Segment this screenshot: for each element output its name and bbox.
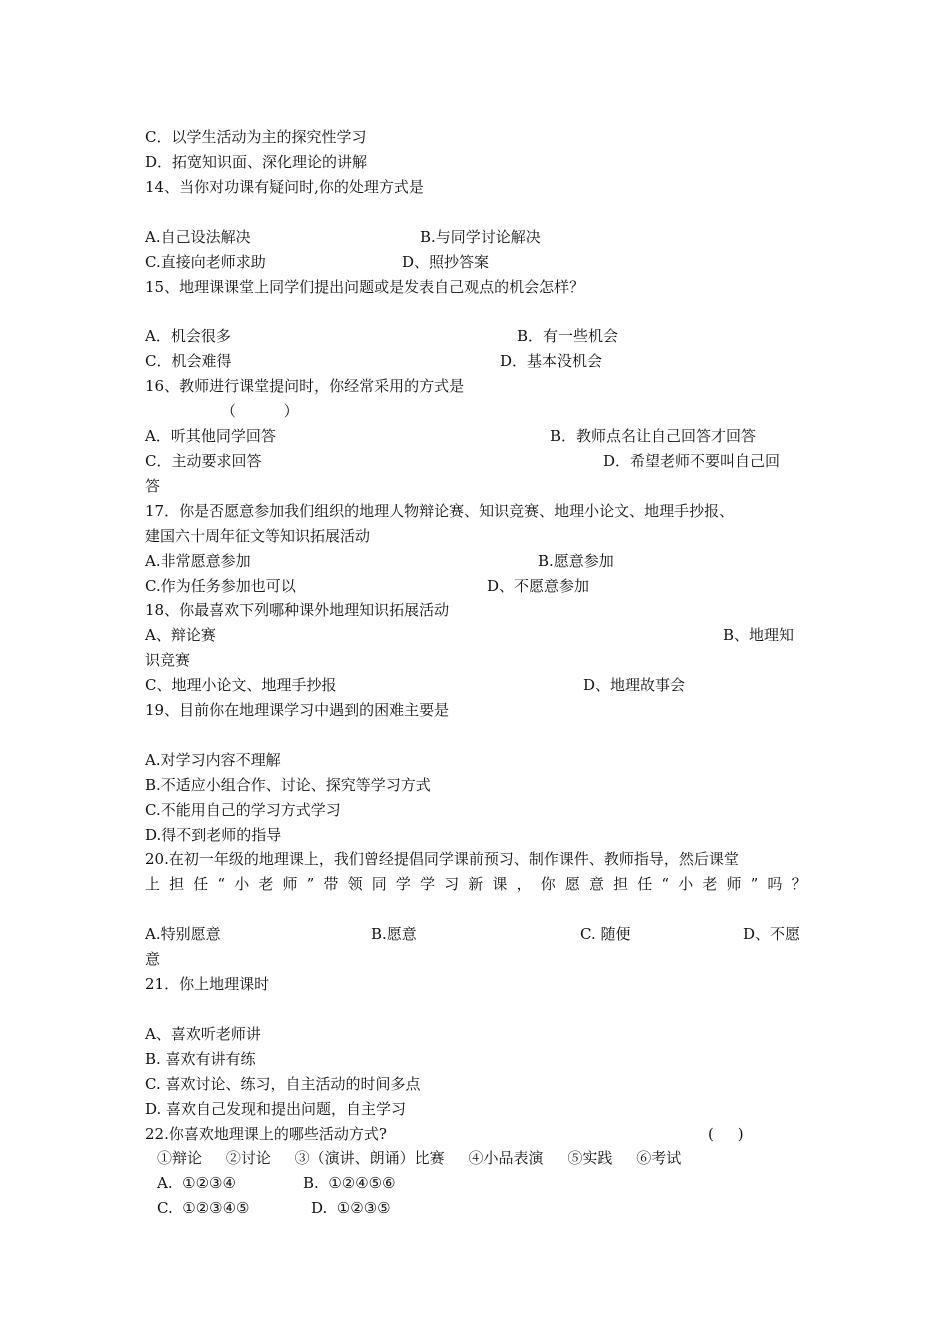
q17-option-a: A.非常愿意参加 bbox=[145, 552, 251, 570]
q20-char: 领 bbox=[347, 875, 363, 893]
q18-option-b: B、地理知 bbox=[723, 626, 795, 644]
q22-option-c: C. ①②③④⑤ bbox=[157, 1199, 250, 1217]
q20-char: “ bbox=[217, 875, 226, 893]
q20-option-b: B.愿意 bbox=[371, 925, 417, 943]
q16-option-d: D．希望老师不要叫自己回 bbox=[603, 452, 781, 470]
q21-option-d: D. 喜欢自己发现和提出问题，自主学习 bbox=[145, 1100, 407, 1118]
q16-option-b: B．教师点名让自己回答才回答 bbox=[550, 427, 757, 445]
question-17: 17．你是否愿意参加我们组织的地理人物辩论赛、知识竞赛、地理小论文、地理手抄报、 bbox=[145, 502, 735, 520]
q20-option-d: D、不愿 bbox=[743, 925, 801, 943]
question-15: 15、地理课课堂上同学们提出问题或是发表自己观点的机会怎样？ bbox=[145, 278, 585, 296]
q15-option-d: D．基本没机会 bbox=[500, 352, 603, 370]
q20-char: 意 bbox=[588, 875, 604, 893]
q20-char: 老 bbox=[258, 875, 274, 893]
q19-option-c: C.不能用自己的学习方式学习 bbox=[145, 801, 341, 819]
q20-char: 学 bbox=[395, 875, 411, 893]
q20-char: 课 bbox=[492, 875, 508, 893]
q20-option-d-continued: 意 bbox=[145, 950, 161, 968]
q20-char: 担 bbox=[169, 875, 185, 893]
q21-option-a: A、喜欢听老师讲 bbox=[145, 1025, 261, 1043]
q20-char: 小 bbox=[234, 875, 250, 893]
q21-option-b: B. 喜欢有讲有练 bbox=[145, 1050, 256, 1068]
q14-option-b: B.与同学讨论解决 bbox=[420, 228, 541, 246]
q16-option-a: A．听其他同学回答 bbox=[145, 427, 276, 445]
q19-option-b: B.不适应小组合作、讨论、探究等学习方式 bbox=[145, 776, 431, 794]
q20-char: 任 bbox=[637, 875, 653, 893]
q20-char: 任 bbox=[193, 875, 209, 893]
q16-option-c: C．主动要求回答 bbox=[145, 452, 262, 470]
q18-option-a: A、辩论赛 bbox=[145, 626, 216, 644]
q22-option-d: D. ①②③⑤ bbox=[311, 1199, 391, 1217]
q20-char: ， bbox=[516, 875, 532, 893]
q18-option-c: C、地理小论文、地理手抄报 bbox=[145, 676, 337, 694]
q20-char: “ bbox=[661, 875, 670, 893]
q22-option-b: B. ①②④⑤⑥ bbox=[303, 1174, 396, 1192]
option-c-line: C．以学生活动为主的探究性学习 bbox=[145, 128, 367, 146]
q20-char: 师 bbox=[726, 875, 742, 893]
q18-option-b-continued: 识竞赛 bbox=[145, 651, 191, 669]
question-21: 21．你上地理课时 bbox=[145, 975, 270, 993]
question-16: 16、教师进行课堂提问时，你经常采用的方式是 bbox=[145, 377, 465, 395]
q14-option-c: C.直接向老师求助 bbox=[145, 253, 266, 271]
question-14: 14、当你对功课有疑问时,你的处理方式是 bbox=[145, 178, 424, 196]
q20-char: 小 bbox=[678, 875, 694, 893]
answer-parentheses: ( ) bbox=[708, 1125, 744, 1143]
question-22: 22.你喜欢地理课上的哪些活动方式? bbox=[145, 1125, 387, 1143]
q16-option-d-continued: 答 bbox=[145, 477, 161, 495]
question-17-continued: 建国六十周年征文等知识拓展活动 bbox=[145, 527, 371, 545]
q20-option-c: C. 随便 bbox=[580, 925, 631, 943]
q21-option-c: C. 喜欢讨论、练习，自主活动的时间多点 bbox=[145, 1075, 421, 1093]
q14-option-d: D、照抄答案 bbox=[402, 253, 490, 271]
q20-char: 新 bbox=[468, 875, 484, 893]
q19-option-a: A.对学习内容不理解 bbox=[145, 751, 281, 769]
q20-char: 担 bbox=[613, 875, 629, 893]
q15-option-a: A．机会很多 bbox=[145, 327, 231, 345]
q20-char: 师 bbox=[282, 875, 298, 893]
q20-char: 上 bbox=[145, 875, 161, 893]
q20-char: 吗 bbox=[767, 875, 783, 893]
q17-option-b: B.愿意参加 bbox=[538, 552, 614, 570]
q20-char: ” bbox=[750, 875, 759, 893]
q20-char: 老 bbox=[702, 875, 718, 893]
question-18: 18、你最喜欢下列哪种课外地理知识拓展活动 bbox=[145, 601, 450, 619]
answer-parentheses: （ ） bbox=[221, 402, 299, 420]
q20-char: 学 bbox=[420, 875, 436, 893]
q14-option-a: A.自己设法解决 bbox=[145, 228, 251, 246]
question-20-continued bbox=[145, 874, 807, 894]
q22-option-a: A. ①②③④ bbox=[157, 1174, 236, 1192]
q15-option-c: C．机会难得 bbox=[145, 352, 232, 370]
q20-char: 你 bbox=[540, 875, 556, 893]
q15-option-b: B．有一些机会 bbox=[517, 327, 619, 345]
q20-char: 愿 bbox=[564, 875, 580, 893]
q18-option-d: D、地理故事会 bbox=[583, 676, 686, 694]
q19-option-d: D.得不到老师的指导 bbox=[145, 826, 282, 844]
q20-char: ” bbox=[306, 875, 315, 893]
q20-char: 习 bbox=[444, 875, 460, 893]
question-20: 20.在初一年级的地理课上，我们曾经提倡同学课前预习、制作课件、教师指导，然后课堂 bbox=[145, 850, 739, 868]
q20-option-a: A.特别愿意 bbox=[145, 925, 221, 943]
q17-option-d: D、不愿意参加 bbox=[487, 577, 590, 595]
q20-char: 带 bbox=[323, 875, 339, 893]
question-19: 19、目前你在地理课学习中遇到的困难主要是 bbox=[145, 701, 450, 719]
q20-char: ？ bbox=[791, 875, 807, 893]
q17-option-c: C.作为任务参加也可以 bbox=[145, 577, 296, 595]
q20-char: 同 bbox=[371, 875, 387, 893]
option-d-line: D．拓宽知识面、深化理论的讲解 bbox=[145, 153, 368, 171]
q22-activity-list: ①辩论 ②讨论 ③（演讲、朗诵）比赛 ④小品表演 ⑤实践 ⑥考试 bbox=[157, 1149, 682, 1167]
